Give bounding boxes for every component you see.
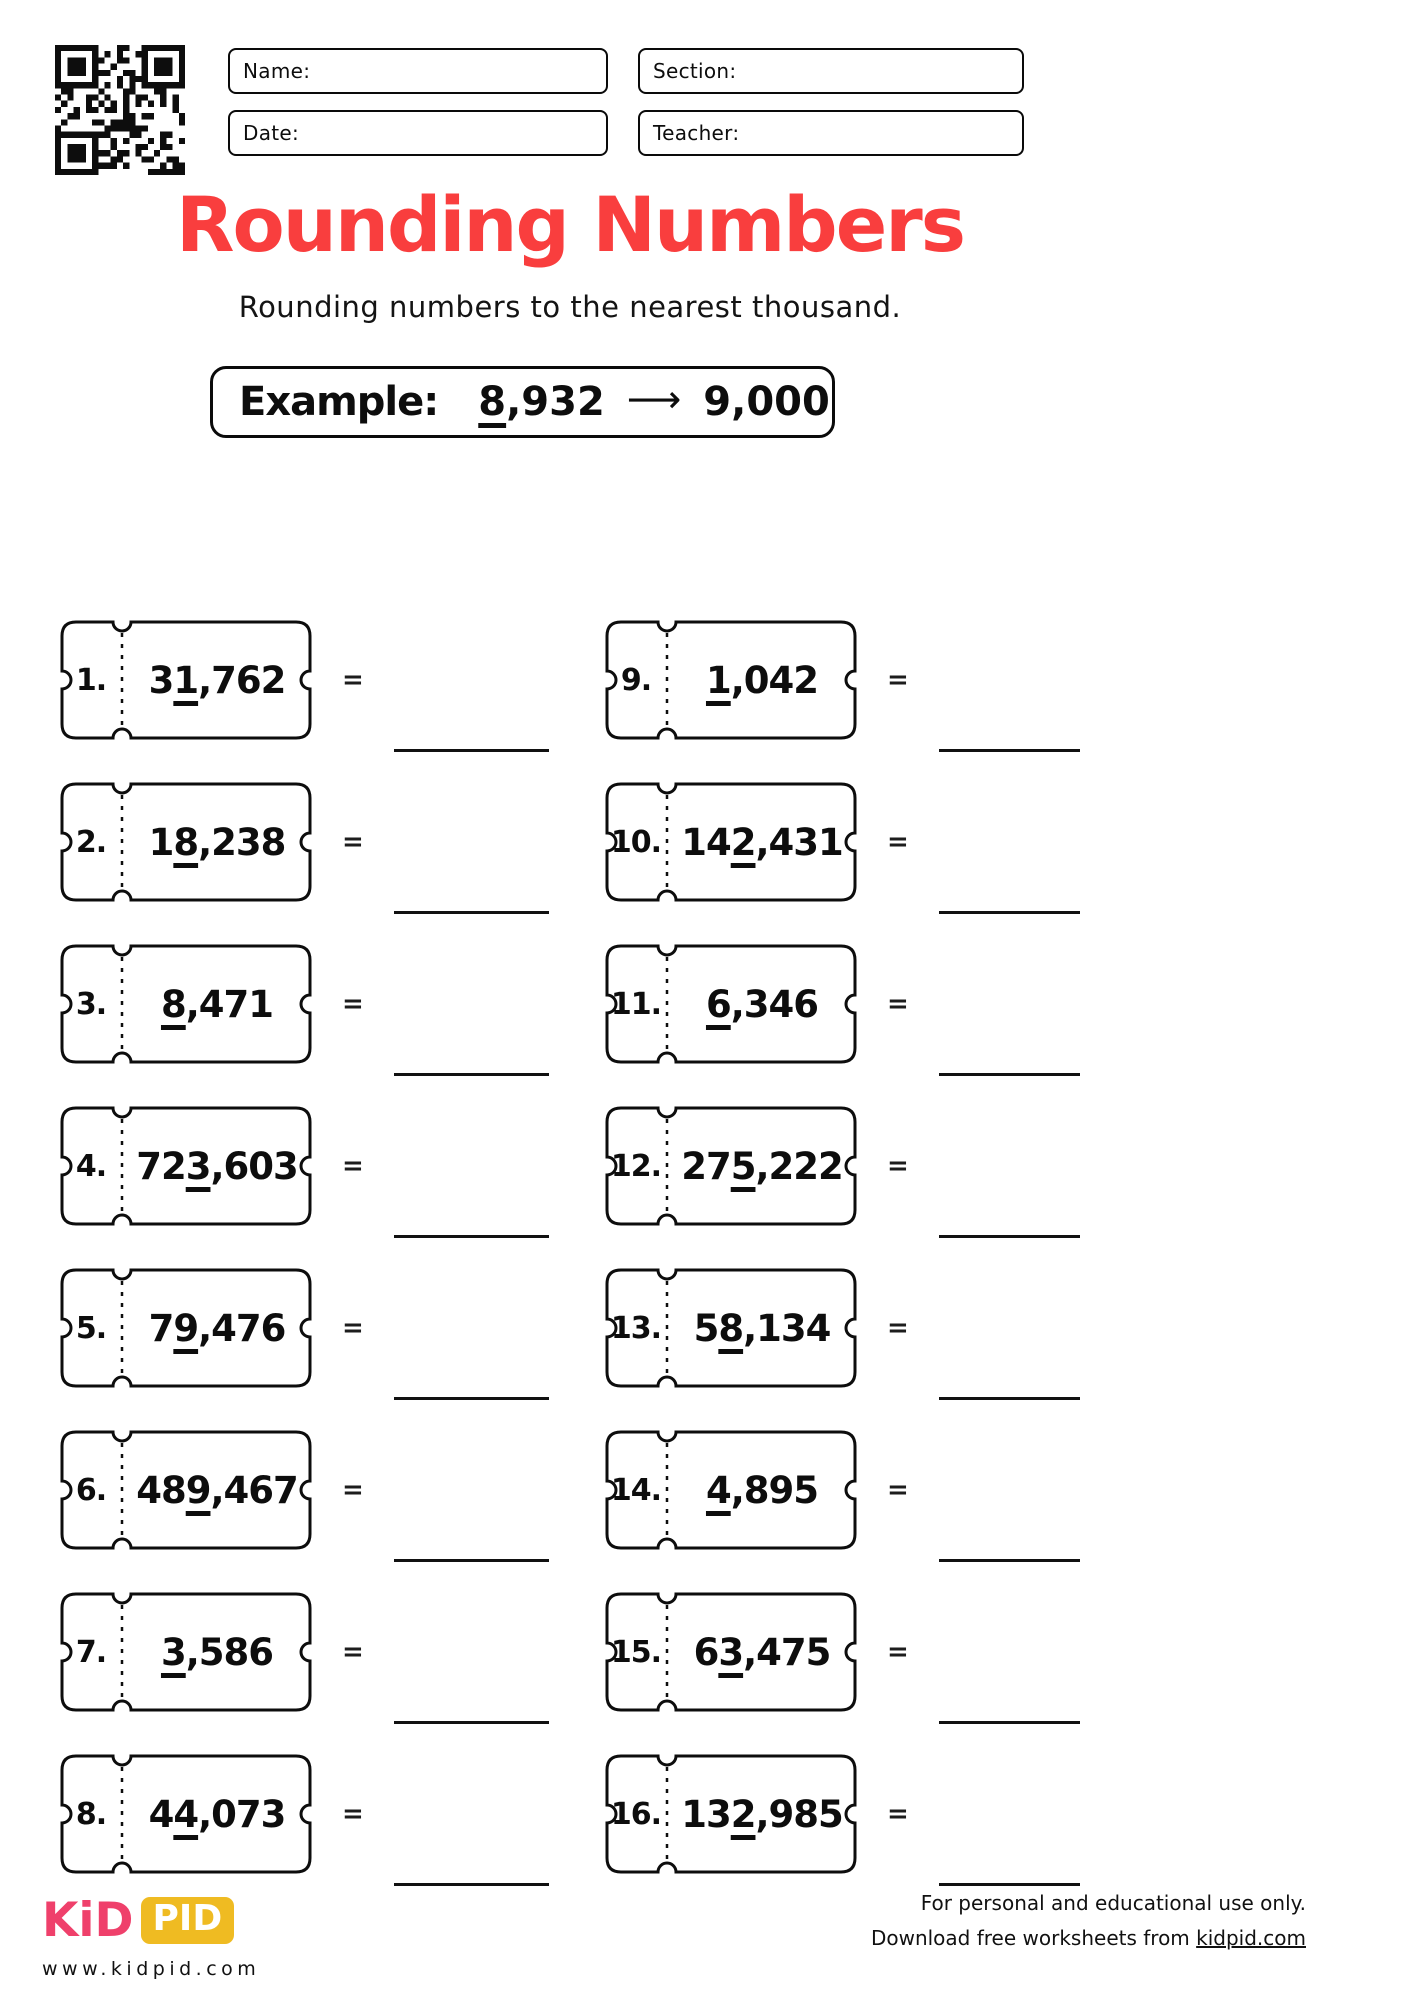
problem-ticket-2: [60, 782, 312, 902]
equals-sign: =: [342, 1313, 364, 1343]
value-prefix: 1: [148, 820, 174, 864]
problem-number: 12.: [610, 1148, 662, 1184]
footer-note-line2-text: Download free worksheets from: [870, 1926, 1197, 1950]
teacher-field[interactable]: [638, 110, 1024, 156]
problem-row: [605, 1754, 1080, 1874]
answer-blank[interactable]: [394, 1721, 549, 1724]
equals-sign: =: [887, 1313, 909, 1343]
website-url: www.kidpid.com: [42, 1958, 261, 1980]
problem-row: [60, 620, 605, 740]
logo-pid-badge: PID: [141, 1897, 235, 1944]
value-underlined-digit: 9: [185, 1468, 211, 1512]
value-suffix: ,073: [198, 1792, 286, 1836]
problem-value: [667, 1754, 857, 1874]
problem-number: 13.: [610, 1310, 662, 1346]
date-label: Date:: [243, 121, 300, 145]
answer-blank[interactable]: [939, 1397, 1080, 1400]
value-underlined-digit: 8: [718, 1306, 744, 1350]
problem-ticket-10: [605, 782, 857, 902]
value-underlined-digit: 3: [185, 1144, 211, 1188]
problem-ticket-4: [60, 1106, 312, 1226]
problem-ticket-9: [605, 620, 857, 740]
value-prefix: 72: [136, 1144, 186, 1188]
value-suffix: ,238: [198, 820, 286, 864]
value-underlined-digit: 8: [160, 982, 186, 1026]
value-prefix: 3: [148, 658, 174, 702]
equals-sign: =: [887, 1637, 909, 1667]
problem-number: 11.: [610, 986, 662, 1022]
answer-blank[interactable]: [939, 911, 1080, 914]
example-underlined-digit: 8: [478, 379, 507, 425]
equals-sign: =: [342, 665, 364, 695]
date-field[interactable]: [228, 110, 608, 156]
equals-sign: =: [887, 665, 909, 695]
name-field[interactable]: [228, 48, 608, 94]
problem-value: [667, 1430, 857, 1550]
problem-value: [667, 782, 857, 902]
problem-ticket-7: [60, 1592, 312, 1712]
value-suffix: ,471: [185, 982, 274, 1026]
answer-blank[interactable]: [394, 1559, 549, 1562]
problem-row: [60, 782, 605, 902]
value-prefix: 14: [681, 820, 731, 864]
problem-ticket-11: [605, 944, 857, 1064]
problem-row: [60, 1754, 605, 1874]
problem-row: [60, 1106, 605, 1226]
problem-ticket-5: [60, 1268, 312, 1388]
teacher-label: Teacher:: [653, 121, 740, 145]
equals-sign: =: [342, 1799, 364, 1829]
equals-sign: =: [887, 1799, 909, 1829]
answer-blank[interactable]: [394, 1235, 549, 1238]
value-underlined-digit: 5: [730, 1144, 756, 1188]
example-from: [478, 379, 605, 425]
value-prefix: 48: [136, 1468, 186, 1512]
name-label: Name:: [243, 59, 311, 83]
problem-row: [605, 1106, 1080, 1226]
problem-value: [122, 1430, 312, 1550]
problem-value: [667, 944, 857, 1064]
value-prefix: 7: [148, 1306, 174, 1350]
equals-sign: =: [887, 827, 909, 857]
problem-number: 14.: [610, 1472, 662, 1508]
problem-ticket-12: [605, 1106, 857, 1226]
answer-blank[interactable]: [939, 1235, 1080, 1238]
problem-number: 8.: [75, 1796, 107, 1832]
value-underlined-digit: 6: [705, 982, 731, 1026]
value-suffix: ,895: [730, 1468, 819, 1512]
value-suffix: ,134: [743, 1306, 831, 1350]
problem-row: [60, 1268, 605, 1388]
value-suffix: ,476: [198, 1306, 286, 1350]
problem-number: 15.: [610, 1634, 662, 1670]
value-suffix: ,222: [755, 1144, 843, 1188]
problem-ticket-15: [605, 1592, 857, 1712]
equals-sign: =: [342, 989, 364, 1019]
value-underlined-digit: 8: [173, 820, 199, 864]
value-underlined-digit: 4: [705, 1468, 731, 1512]
problem-number: 10.: [610, 824, 662, 860]
answer-blank[interactable]: [939, 1721, 1080, 1724]
value-suffix: ,042: [730, 658, 819, 702]
example-from-rest: ,932: [506, 379, 605, 425]
problem-number: 3.: [75, 986, 107, 1022]
problem-row: [605, 944, 1080, 1064]
kidpid-link[interactable]: kidpid.com: [1196, 1926, 1306, 1950]
answer-blank[interactable]: [939, 749, 1080, 752]
value-underlined-digit: 9: [173, 1306, 199, 1350]
answer-blank[interactable]: [394, 1883, 549, 1886]
problem-value: [122, 1754, 312, 1874]
equals-sign: =: [887, 989, 909, 1019]
problem-row: [605, 1268, 1080, 1388]
value-suffix: ,431: [755, 820, 843, 864]
problem-value: [667, 1268, 857, 1388]
problems-grid: [60, 620, 1080, 1874]
value-underlined-digit: 1: [705, 658, 731, 702]
kidpid-logo: [42, 1893, 234, 1948]
problem-value: [122, 1106, 312, 1226]
problem-value: [122, 1268, 312, 1388]
value-suffix: ,603: [210, 1144, 298, 1188]
value-suffix: ,985: [755, 1792, 843, 1836]
problem-number: 5.: [75, 1310, 107, 1346]
section-label: Section:: [653, 59, 737, 83]
logo-kid-text: KiD: [42, 1893, 134, 1948]
problem-number: 2.: [75, 824, 107, 860]
value-underlined-digit: 3: [718, 1630, 744, 1674]
problem-value: [667, 620, 857, 740]
answer-blank[interactable]: [939, 1073, 1080, 1076]
problem-row: [60, 1430, 605, 1550]
equals-sign: =: [342, 1475, 364, 1505]
value-suffix: ,762: [198, 658, 286, 702]
problem-ticket-13: [605, 1268, 857, 1388]
problem-number: 16.: [610, 1796, 662, 1832]
problem-ticket-14: [605, 1430, 857, 1550]
problem-ticket-6: [60, 1430, 312, 1550]
value-prefix: 13: [681, 1792, 731, 1836]
footer-note-line1: For personal and educational use only.: [920, 1891, 1306, 1915]
problem-number: 9.: [620, 662, 652, 698]
problem-row: [605, 620, 1080, 740]
page-title: Rounding Numbers: [176, 180, 964, 269]
answer-blank[interactable]: [394, 1073, 549, 1076]
value-underlined-digit: 4: [173, 1792, 199, 1836]
value-underlined-digit: 3: [160, 1630, 186, 1674]
value-suffix: ,467: [210, 1468, 298, 1512]
problem-row: [605, 782, 1080, 902]
problem-value: [122, 782, 312, 902]
value-underlined-digit: 1: [173, 658, 199, 702]
equals-sign: =: [342, 1637, 364, 1667]
example-box: [210, 366, 835, 438]
problem-number: 1.: [75, 662, 107, 698]
value-suffix: ,346: [730, 982, 819, 1026]
problem-value: [122, 1592, 312, 1712]
value-prefix: 5: [693, 1306, 719, 1350]
problem-row: [60, 1592, 605, 1712]
value-prefix: 6: [693, 1630, 719, 1674]
page-subtitle: Rounding numbers to the nearest thousand.: [238, 290, 902, 324]
problem-ticket-1: [60, 620, 312, 740]
answer-blank[interactable]: [939, 1559, 1080, 1562]
problem-value: [122, 620, 312, 740]
problem-ticket-16: [605, 1754, 857, 1874]
arrow-right-icon: ⟶: [626, 377, 682, 421]
problem-value: [667, 1592, 857, 1712]
answer-blank[interactable]: [394, 911, 549, 914]
value-suffix: ,586: [185, 1630, 274, 1674]
footer-note-line2: [871, 1921, 1306, 1956]
problem-number: 6.: [75, 1472, 107, 1508]
equals-sign: =: [342, 1151, 364, 1181]
answer-blank[interactable]: [394, 1397, 549, 1400]
problem-row: [605, 1592, 1080, 1712]
equals-sign: =: [887, 1475, 909, 1505]
problem-row: [605, 1430, 1080, 1550]
equals-sign: =: [887, 1151, 909, 1181]
equals-sign: =: [342, 827, 364, 857]
problem-number: 4.: [75, 1148, 107, 1184]
problem-row: [60, 944, 605, 1064]
answer-blank[interactable]: [394, 749, 549, 752]
example-label: Example:: [239, 379, 439, 425]
problem-ticket-3: [60, 944, 312, 1064]
qr-code: [55, 45, 185, 175]
value-suffix: ,475: [743, 1630, 831, 1674]
value-underlined-digit: 2: [730, 820, 756, 864]
section-field[interactable]: [638, 48, 1024, 94]
problem-value: [667, 1106, 857, 1226]
problem-ticket-8: [60, 1754, 312, 1874]
example-to: 9,000: [703, 379, 830, 425]
footer-note: [871, 1886, 1306, 1956]
problem-value: [122, 944, 312, 1064]
value-underlined-digit: 2: [730, 1792, 756, 1836]
value-prefix: 27: [681, 1144, 731, 1188]
value-prefix: 4: [148, 1792, 174, 1836]
problem-number: 7.: [75, 1634, 107, 1670]
